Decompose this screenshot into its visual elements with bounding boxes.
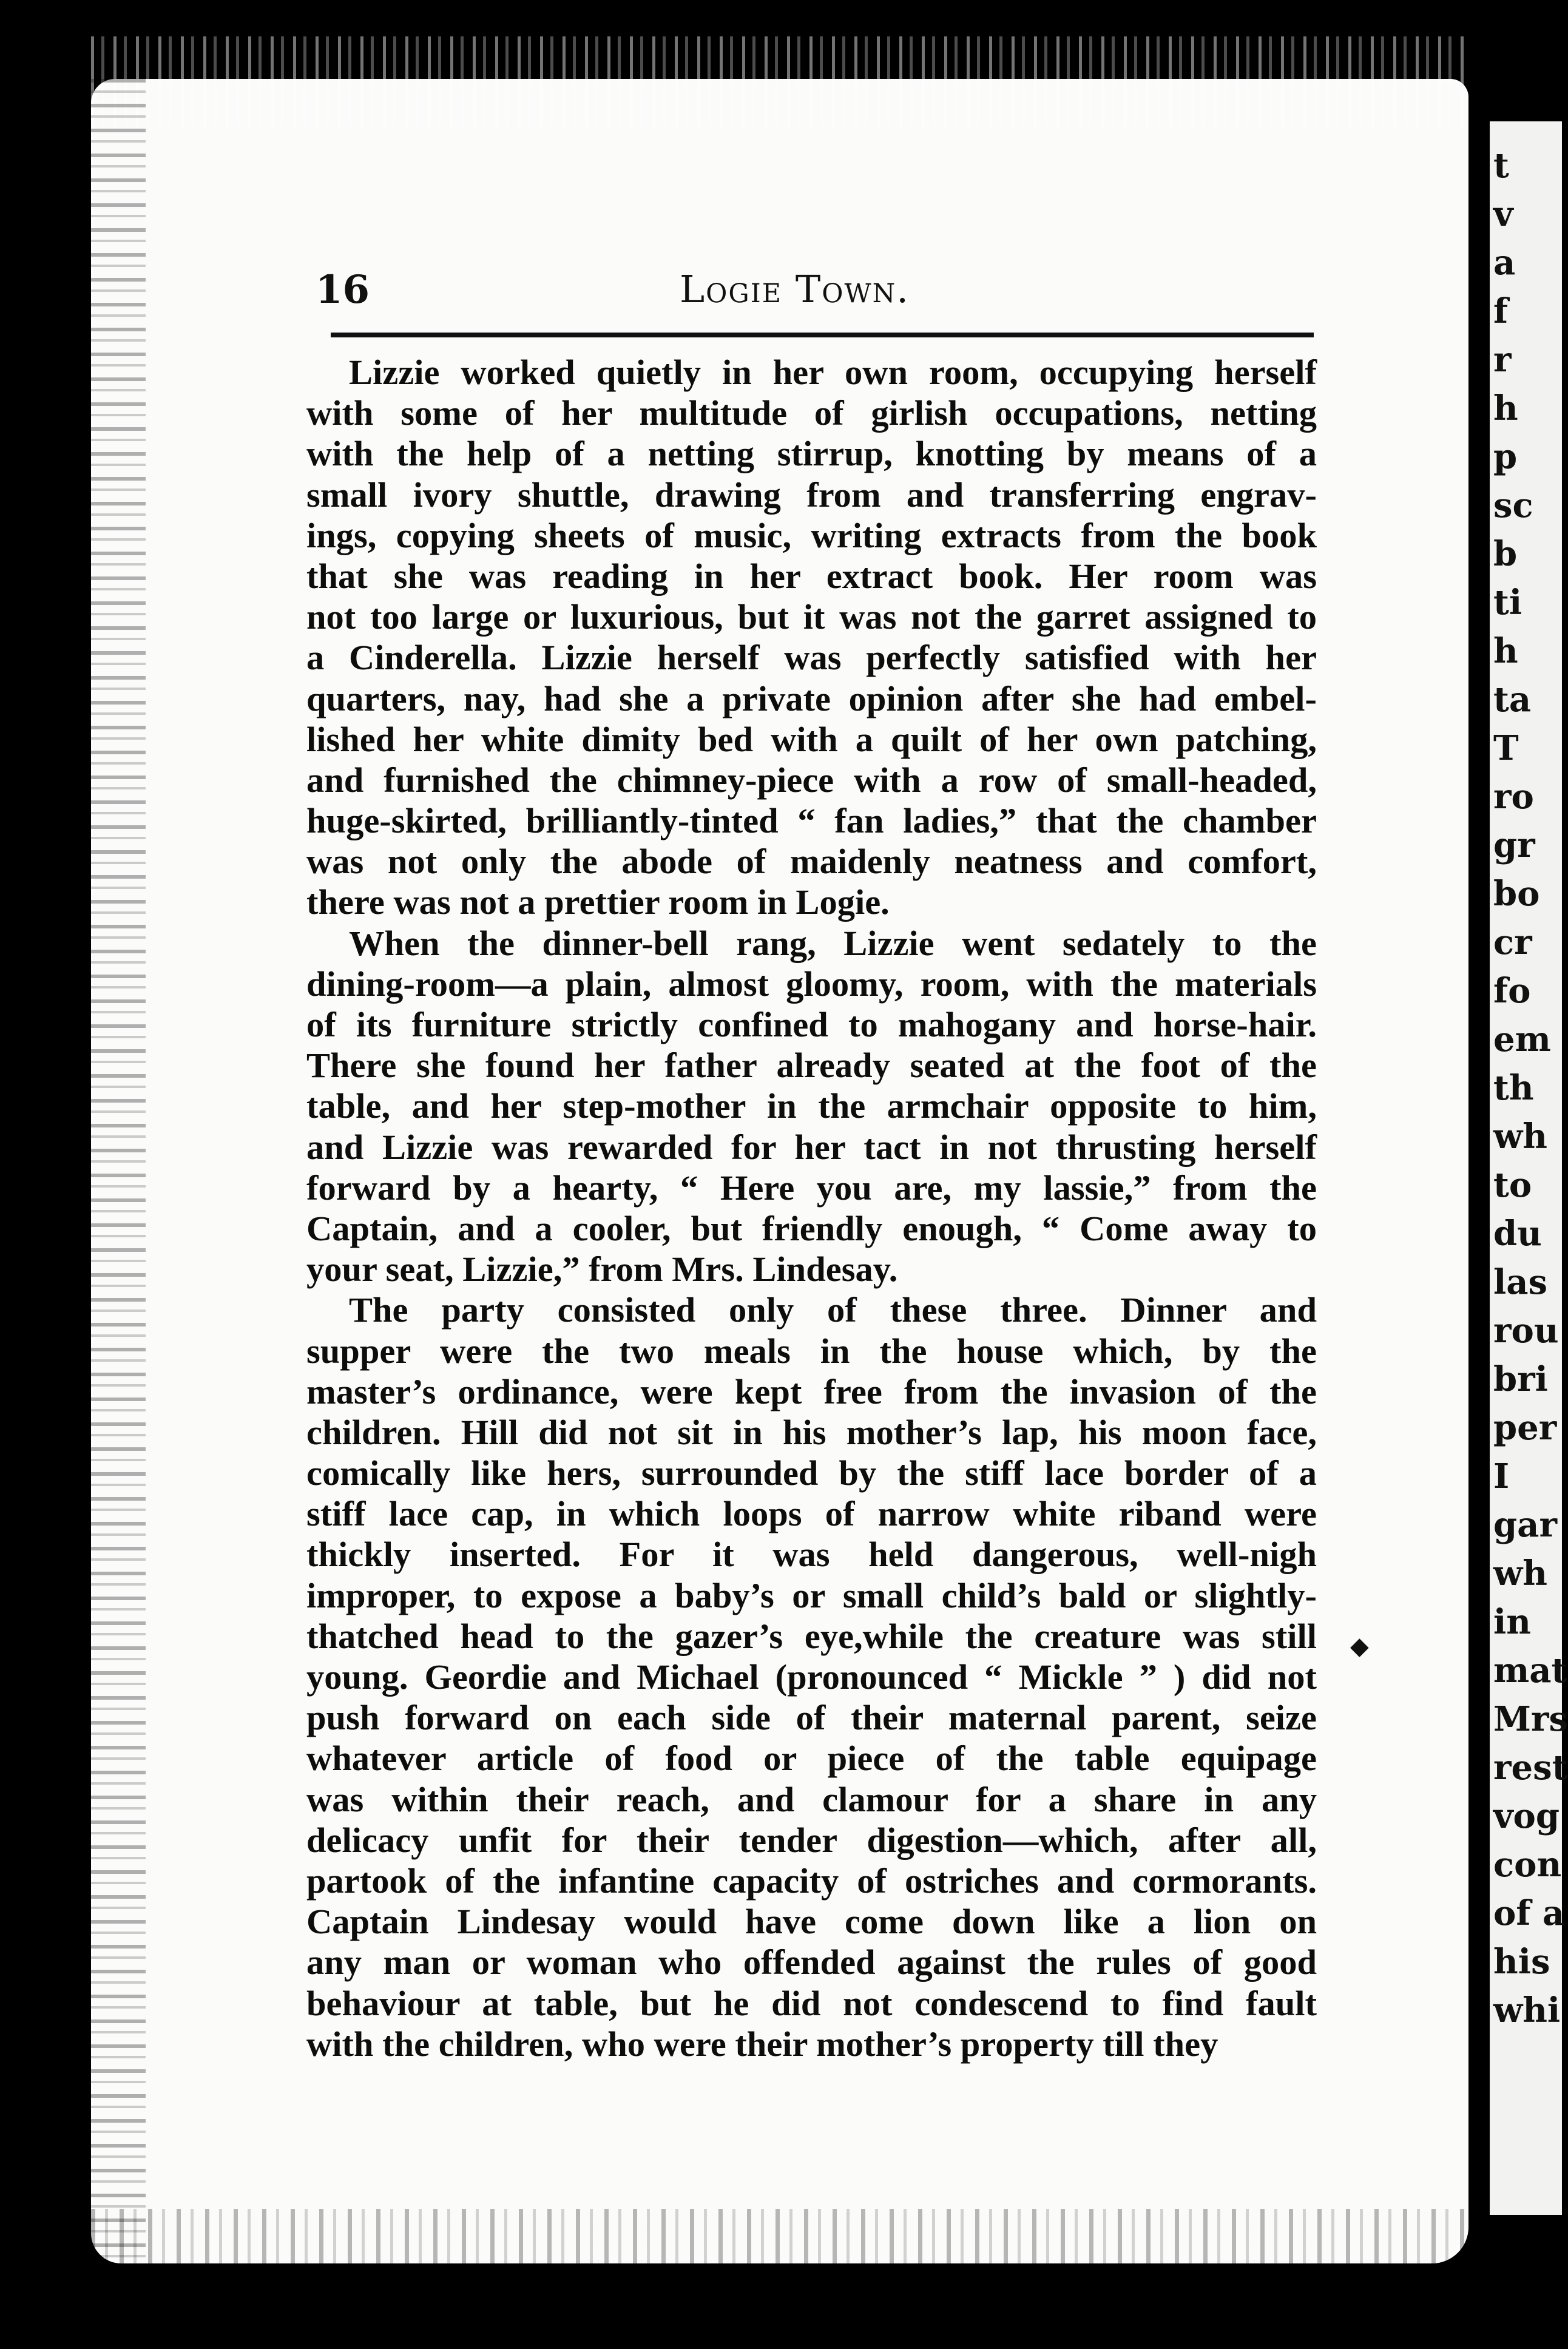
adjacent-page-fragment: whi <box>1493 1990 1561 2030</box>
adjacent-page-fragment: r <box>1493 340 1512 380</box>
text-line: with the help of a netting stirrup, knotting by means of a <box>306 434 1317 474</box>
text-line: not too large or luxurious, but it was not the garret assigned to <box>306 597 1317 637</box>
text-line: ings, copying sheets of music, writing extracts from the book <box>306 515 1317 555</box>
text-line: and furnished the chimney-piece with a row of small-headed, <box>306 760 1317 800</box>
adjacent-page-fragment: rou <box>1493 1311 1559 1351</box>
adjacent-page-fragment: ti <box>1493 583 1522 623</box>
text-line: improper, to expose a baby’s or small child’s bald or slightly- <box>306 1575 1317 1615</box>
text-line: and Lizzie was rewarded for her tact in not thrusting herself <box>306 1127 1317 1167</box>
text-line: supper were the two meals in the house which, by the <box>306 1331 1317 1371</box>
text-line: The party consisted only of these three. Dinner and <box>349 1290 1317 1330</box>
page-edge-noise-bottom <box>91 2209 1468 2294</box>
adjacent-page-fragment: f <box>1493 291 1509 331</box>
text-line: table, and her step-mother in the armchair opposite to him, <box>306 1086 1317 1126</box>
text-line: children. Hill did not sit in his mother’s lap, his moon face, <box>306 1412 1317 1452</box>
adjacent-page-fragment: wh <box>1493 1117 1547 1157</box>
adjacent-page-fragment: em <box>1493 1019 1551 1060</box>
text-line: partook of the infantine capacity of ostriches and cormorants. <box>306 1861 1317 1901</box>
adjacent-page-sliver <box>1490 121 1568 2215</box>
text-line: with the children, who were their mother’s property till they <box>306 2024 1218 2064</box>
adjacent-page-fragment: du <box>1493 1214 1542 1254</box>
adjacent-page-fragment: of a <box>1493 1893 1565 1933</box>
adjacent-page-fragment: per <box>1493 1408 1557 1448</box>
text-line: quarters, nay, had she a private opinion after she had embel- <box>306 678 1317 718</box>
text-line: that she was reading in her extract book. Her room was <box>306 556 1317 596</box>
text-line: comically like hers, surrounded by the stiff lace border of a <box>306 1453 1317 1493</box>
adjacent-page-fragment: his <box>1493 1942 1550 1982</box>
adjacent-page-fragment: h <box>1493 631 1518 671</box>
text-line: thatched head to the gazer’s eye,while the creature was still <box>306 1616 1317 1656</box>
text-line: any man or woman who offended against the rules of good <box>306 1942 1317 1982</box>
adjacent-page-fragment: con <box>1493 1845 1562 1885</box>
text-line: There she found her father already seated at the foot of the <box>306 1046 1317 1086</box>
page-edge-noise-top <box>91 36 1468 127</box>
adjacent-page-fragment: fo <box>1493 971 1531 1011</box>
adjacent-page-fragment: to <box>1493 1165 1532 1205</box>
adjacent-page-fragment: las <box>1493 1262 1548 1302</box>
text-line: Lizzie worked quietly in her own room, occupying herself <box>349 353 1317 392</box>
text-line: dining-room—a plain, almost gloomy, room, with the materials <box>306 964 1317 1004</box>
adjacent-page-fragment: ro <box>1493 777 1534 817</box>
adjacent-page-fragment: t <box>1493 146 1509 186</box>
adjacent-page-fragment: rest <box>1493 1748 1568 1788</box>
adjacent-page-fragment: Mrs <box>1493 1699 1568 1739</box>
text-line: Captain Lindesay would have come down like a lion on <box>306 1902 1317 1942</box>
text-line: huge-skirted, brilliantly-tinted “ fan ladies,” that the chamber <box>306 801 1317 841</box>
adjacent-page-fragment: wh <box>1493 1553 1547 1594</box>
text-line: was not only the abode of maidenly neatness and comfort, <box>306 842 1317 882</box>
page-header <box>316 267 1317 316</box>
text-line: young. Geordie and Michael (pronounced “ Mickle ” ) did not <box>306 1657 1317 1697</box>
text-line: of its furniture strictly confined to mahogany and horse-hair. <box>306 1005 1317 1044</box>
text-line: When the dinner-bell rang, Lizzie went sedately to the <box>349 923 1317 963</box>
text-line: stiff lace cap, in which loops of narrow white riband were <box>306 1494 1317 1534</box>
adjacent-page-fragment: bri <box>1493 1359 1548 1399</box>
adjacent-page-fragment: gr <box>1493 825 1535 865</box>
adjacent-page-fragment: T <box>1493 728 1519 768</box>
text-line: your seat, Lizzie,” from Mrs. Lindesay. <box>306 1249 898 1289</box>
text-line: thickly inserted. For it was held dangerous, well-nigh <box>306 1535 1317 1575</box>
text-line: delicacy unfit for their tender digestion—which, after all, <box>306 1820 1317 1860</box>
adjacent-page-fragment: h <box>1493 388 1518 428</box>
adjacent-page-fragment: I <box>1493 1456 1510 1496</box>
adjacent-page-fragment: mat <box>1493 1651 1567 1691</box>
text-line: a Cinderella. Lizzie herself was perfectly satisfied with her <box>306 638 1317 678</box>
text-line: push forward on each side of their maternal parent, seize <box>306 1698 1317 1738</box>
adjacent-page-fragment: a <box>1493 243 1516 283</box>
text-line: Captain, and a cooler, but friendly enough, “ Come away to <box>306 1208 1317 1248</box>
text-line: forward by a hearty, “ Here you are, my lassie,” from the <box>306 1168 1317 1208</box>
body-text <box>306 352 1317 2064</box>
text-line: was within their reach, and clamour for a share in any <box>306 1779 1317 1819</box>
adjacent-page-fragment: b <box>1493 534 1518 574</box>
text-line: master’s ordinance, were kept free from the invasion of the <box>306 1371 1317 1411</box>
text-line: there was not a prettier room in Logie. <box>306 882 890 922</box>
adjacent-page-fragment: sc <box>1493 485 1533 526</box>
page-edge-noise-left <box>91 79 146 2263</box>
adjacent-page-fragment: gar <box>1493 1505 1557 1545</box>
text-line: small ivory shuttle, drawing from and transferring engrav- <box>306 475 1317 515</box>
adjacent-page-fragment: ta <box>1493 680 1532 720</box>
page-number: 16 <box>316 267 370 313</box>
header-rule <box>331 333 1314 337</box>
text-line: lished her white dimity bed with a quilt of her own patching, <box>306 719 1317 759</box>
adjacent-page-fragment: bo <box>1493 874 1540 914</box>
adjacent-page-fragment: cr <box>1493 922 1532 962</box>
adjacent-page-fragment: p <box>1493 437 1518 477</box>
adjacent-page-fragment: v <box>1493 194 1513 234</box>
margin-mark-bullet: ◆ <box>1350 1632 1369 1660</box>
adjacent-page-fragment: th <box>1493 1068 1534 1108</box>
text-line: whatever article of food or piece of the table equipage <box>306 1739 1317 1779</box>
running-title: Logie Town. <box>680 267 910 311</box>
adjacent-page-fragment: vog <box>1493 1796 1560 1836</box>
text-line: behaviour at table, but he did not condescend to find fault <box>306 1983 1317 2023</box>
adjacent-page-fragment: in <box>1493 1602 1531 1642</box>
text-line: with some of her multitude of girlish occupations, netting <box>306 393 1317 433</box>
